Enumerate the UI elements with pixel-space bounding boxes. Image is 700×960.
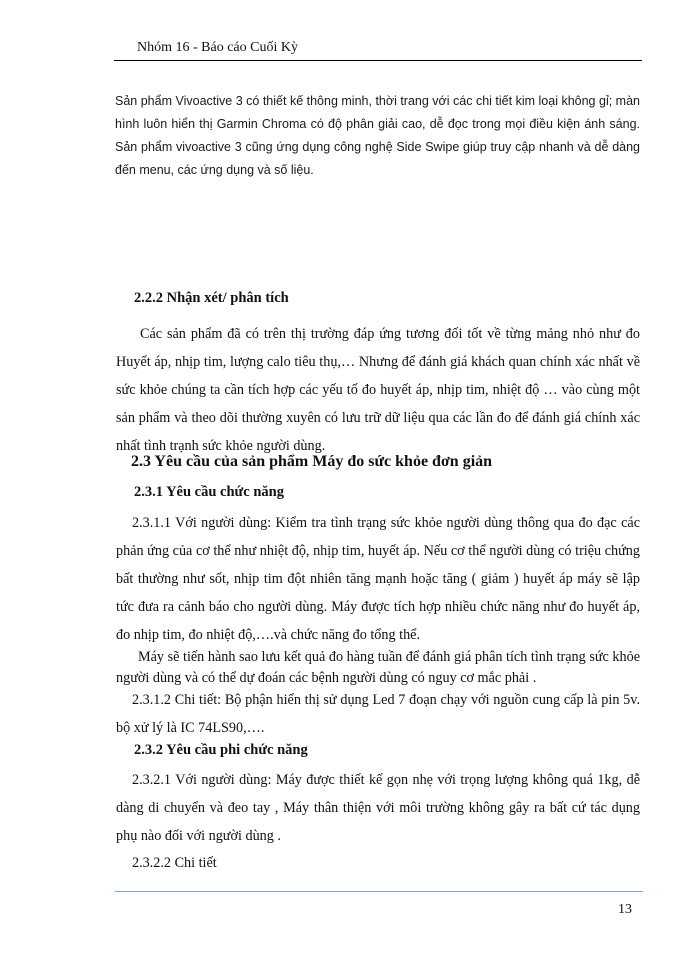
page-number: 13 bbox=[618, 902, 632, 917]
running-header: Nhóm 16 - Báo cáo Cuối Kỳ bbox=[137, 40, 298, 55]
footer-divider bbox=[115, 891, 643, 892]
heading-2-3: 2.3 Yêu cầu của sản phẩm Máy đo sức khỏe đơn giản bbox=[131, 453, 493, 470]
weekly-backup-paragraph: Máy sẽ tiến hành sao lưu kết quả đo hàng tuần để đánh giá phân tích tình trạng sức khỏe người dùng và có thể dự đoán các bệnh người dùng có nguy cơ mắc phải . bbox=[116, 649, 640, 686]
heading-2-3-2: 2.3.2 Yêu cầu phi chức năng bbox=[134, 742, 308, 758]
analysis-paragraph: Các sản phẩm đã có trên thị trường đáp ứng tương đối tốt về từng mảng nhỏ như đo Huyết áp, nhịp tim, lượng calo tiêu thụ,… Nhưng để đánh giá khách quan chính xác nhất về sức khỏe chúng ta cần tích hợp các yếu tố đo huyết áp, nhịp tim, nhiệt độ … vào cùng một sản phẩm và theo dõi thường xuyên có lưu trữ dữ liệu qua các lần đo để đánh giá chính xác nhất tình trạnh sức khỏe người dùng. bbox=[116, 326, 640, 454]
nonfunctional-detail-label: 2.3.2.2 Chi tiết bbox=[132, 855, 217, 871]
functional-user-paragraph: 2.3.1.1 Với người dùng: Kiểm tra tình trạng sức khỏe người dùng thông qua đo đạc các phản ứng của cơ thể như nhiệt độ, nhịp tim, huyết áp. Nếu cơ thể người dùng có triệu chứng bất thường như sốt, nhịp tim đột nhiên tăng mạnh hoặc tăng ( giảm ) huyết áp máy sẽ lập tức đưa ra cảnh báo cho người dùng. Máy được tích hợp nhiều chức năng như đo huyết áp, đo nhịp tim, đo nhiệt độ,….và chức năng đo tổng thể. bbox=[116, 515, 640, 643]
heading-2-3-1: 2.3.1 Yêu cầu chức năng bbox=[134, 484, 284, 500]
intro-paragraph: Sản phẩm Vivoactive 3 có thiết kế thông minh, thời trang với các chi tiết kim loại không gỉ; màn hình luôn hiển thị Garmin Chroma có độ phân giải cao, dễ đọc trong mọi điều kiện ánh sáng. Sản phẩm vivoactive 3 cũng ứng dụng công nghệ Side Swipe giúp truy cập nhanh và dễ dàng đến menu, các ứng dụng và số liệu. bbox=[115, 94, 640, 177]
functional-detail-paragraph: 2.3.1.2 Chi tiết: Bộ phận hiển thị sử dụng Led 7 đoạn chạy với nguồn cung cấp là pin 5v. bộ xử lý là IC 74LS90,…. bbox=[116, 692, 640, 736]
header-divider bbox=[114, 60, 642, 61]
heading-2-2-2: 2.2.2 Nhận xét/ phân tích bbox=[134, 290, 289, 306]
nonfunctional-user-paragraph: 2.3.2.1 Với người dùng: Máy được thiết kế gọn nhẹ với trọng lượng không quá 1kg, dễ dàng di chuyển và đeo tay , Máy thân thiện với môi trường không gây ra bất cứ tác dụng phụ nào đối với người dùng . bbox=[116, 772, 640, 844]
